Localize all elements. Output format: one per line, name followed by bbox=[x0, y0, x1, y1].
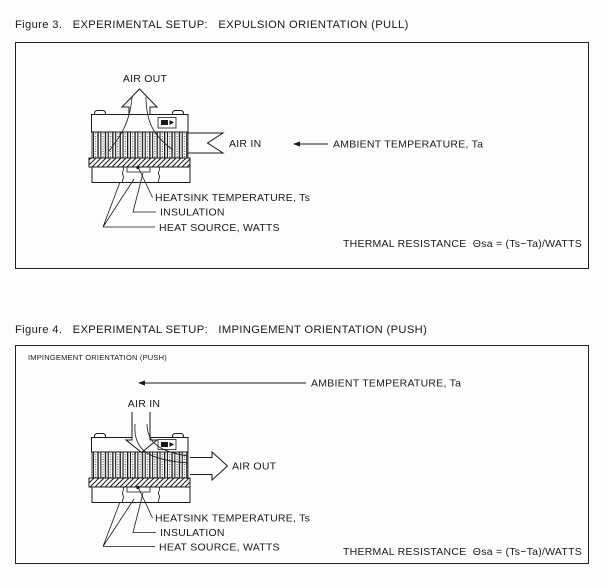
heatsink-fins bbox=[92, 452, 188, 478]
air-in-ribbon bbox=[188, 133, 223, 153]
figure4-diagram bbox=[16, 346, 587, 562]
figure3-title: Figure 3. EXPERIMENTAL SETUP: EXPULSION ORIENTATION (PULL) bbox=[15, 19, 409, 31]
figure3-ambient-label: AMBIENT TEMPERATURE, Ta bbox=[333, 138, 484, 151]
ts-measure-point bbox=[136, 166, 139, 169]
figure4-heatsink-temp-label: HEATSINK TEMPERATURE, Ts bbox=[155, 512, 311, 525]
figure4-air-in-label: AIR IN bbox=[127, 398, 161, 410]
figure4-ambient-label: AMBIENT TEMPERATURE, Ta bbox=[311, 377, 462, 390]
figure4-air-out-label: AIR OUT bbox=[232, 460, 277, 473]
figure3-diagram bbox=[16, 43, 587, 267]
air-out-arrow bbox=[190, 452, 228, 480]
heatsink-base-plate bbox=[89, 158, 190, 167]
figure4-frame bbox=[15, 345, 589, 564]
figure3-air-out-label: AIR OUT bbox=[122, 73, 168, 85]
air-out-arrow bbox=[122, 89, 157, 115]
ambient-pointer bbox=[138, 378, 461, 390]
ts-measure-point bbox=[136, 486, 139, 489]
figure4-insulation-label: INSULATION bbox=[160, 527, 225, 539]
figure4-title: Figure 4. EXPERIMENTAL SETUP: IMPINGEMENT ORIENTATION (PUSH) bbox=[15, 324, 428, 336]
figure3-heatsink-temp-label: HEATSINK TEMPERATURE, Ts bbox=[155, 192, 311, 204]
figure3-formula: THERMAL RESISTANCE Θsa = (Ts−Ta)/WATTS bbox=[342, 238, 582, 250]
figure3-air-in-label: AIR IN bbox=[229, 138, 262, 150]
left-arrowhead-icon bbox=[293, 141, 300, 146]
figure4-inner-caption: IMPINGEMENT ORIENTATION (PUSH) bbox=[28, 353, 167, 362]
figure3-frame bbox=[15, 42, 589, 269]
heatsink-fins bbox=[92, 132, 188, 158]
left-arrowhead-icon bbox=[138, 380, 145, 385]
ambient-pointer bbox=[293, 139, 483, 151]
figure4-formula: THERMAL RESISTANCE Θsa = (Ts−Ta)/WATTS bbox=[342, 546, 582, 558]
figure3-insulation-label: INSULATION bbox=[160, 206, 225, 219]
figure4-heat-source-label: HEAT SOURCE, WATTS bbox=[159, 541, 280, 554]
figure3-heat-source-label: HEAT SOURCE, WATTS bbox=[159, 222, 280, 234]
heatsink-base-plate bbox=[89, 478, 190, 487]
